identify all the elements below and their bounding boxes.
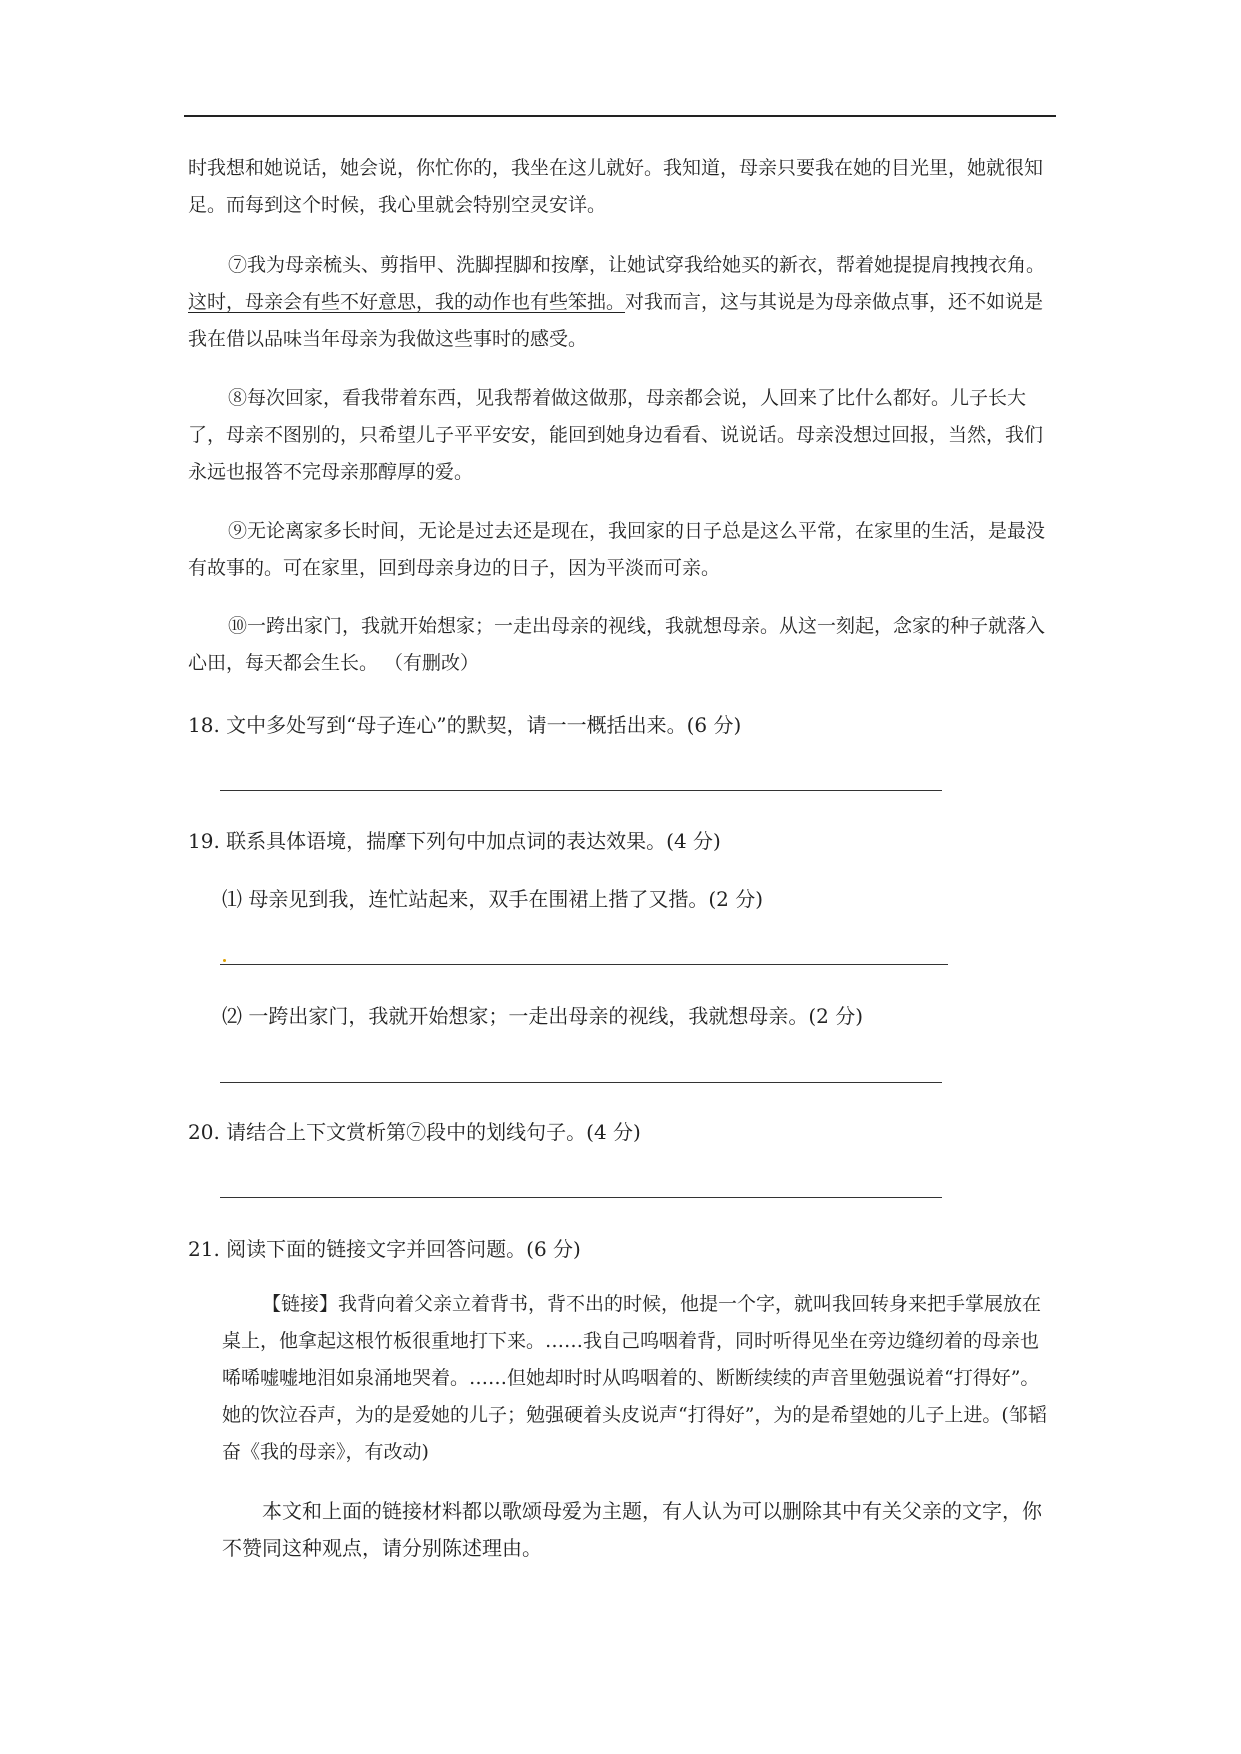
question-21-prompt: 本文和上面的链接材料都以歌颂母爱为主题，有人认为可以删除其中有关父亲的文字，你不赞同这种观点，请分别陈述理由。 [222,1499,1042,1560]
paragraph-7-underlined-sentence: 这时，母亲会有些不好意思，我的动作也有些笨拙。 [188,291,626,313]
paragraph-7-text-a: ⑦我为母亲梳头、剪指甲、洗脚捏脚和按摩，让她试穿我给她买的新衣，帮着她提提肩拽拽衣角。 [228,254,1046,276]
answer-line-19-2[interactable] [220,1082,942,1083]
link-passage: 【链接】我背向着父亲立着背书，背不出的时候，他提一个字，就叫我回转身来把手掌展放在桌上，他拿起这根竹板很重地打下来。……我自己呜咽着背，同时听得见坐在旁边缝纫着的母亲也唏唏嘘嘘地泪如泉涌地哭着。……但她却时时从呜咽着的、断断续续的声音里勉强说着“打得好”。她的饮泣吞声，为的是爱她的儿子；勉强硬着头皮说声“打得好”，为的是希望她的儿子上进。(邹韬奋《我的母亲》，有改动) [222,1293,1047,1463]
answer-line-20[interactable] [220,1197,942,1198]
answer-line-18[interactable] [220,790,942,791]
paragraph-8: ⑧每次回家，看我带着东西，见我帮着做这做那，母亲都会说，人回来了比什么都好。儿子长大了，母亲不图别的，只希望儿子平平安安，能回到她身边看看、说说话。母亲没想过回报，当然，我们永远也报答不完母亲那醇厚的爱。 [188,387,1044,483]
header-rule [184,115,1056,117]
mark-dot [223,959,226,962]
paragraph-7-text-b: 对我而言，这与其说是为母亲做点事，还不如说是我在借以品味当年母亲为我做这些事时的感受。 [188,291,1044,350]
paragraph-6-continued: 时我想和她说话，她会说，你忙你的，我坐在这儿就好。我知道，母亲只要我在她的目光里，她就很知足。而每到这个时候，我心里就会特别空灵安详。 [188,157,1044,216]
paragraph-9: ⑨无论离家多长时间，无论是过去还是现在，我回家的日子总是这么平常，在家里的生活，是最没有故事的。可在家里，回到母亲身边的日子，因为平淡而可亲。 [188,520,1046,579]
answer-line-19-1[interactable] [220,964,948,965]
question-18: 18. 文中多处写到“母子连心”的默契，请一一概括出来。(6 分) [188,713,742,737]
paragraph-10: ⑩一跨出家门，我就开始想家；一走出母亲的视线，我就想母亲。从这一刻起，念家的种子就落入心田，每天都会生长。 （有删改） [188,615,1046,674]
question-19-1: ⑴ 母亲见到我，连忙站起来，双手在围裙上揩了又揩。(2 分) [222,887,764,911]
question-19-2: ⑵ 一跨出家门，我就开始想家；一走出母亲的视线，我就想母亲。(2 分) [222,1004,864,1028]
question-21: 21. 阅读下面的链接文字并回答问题。(6 分) [188,1237,581,1261]
question-19: 19. 联系具体语境，揣摩下列句中加点词的表达效果。(4 分) [188,829,721,853]
question-20: 20. 请结合上下文赏析第⑦段中的划线句子。(4 分) [188,1120,641,1144]
paragraph-7 [188,247,1060,358]
